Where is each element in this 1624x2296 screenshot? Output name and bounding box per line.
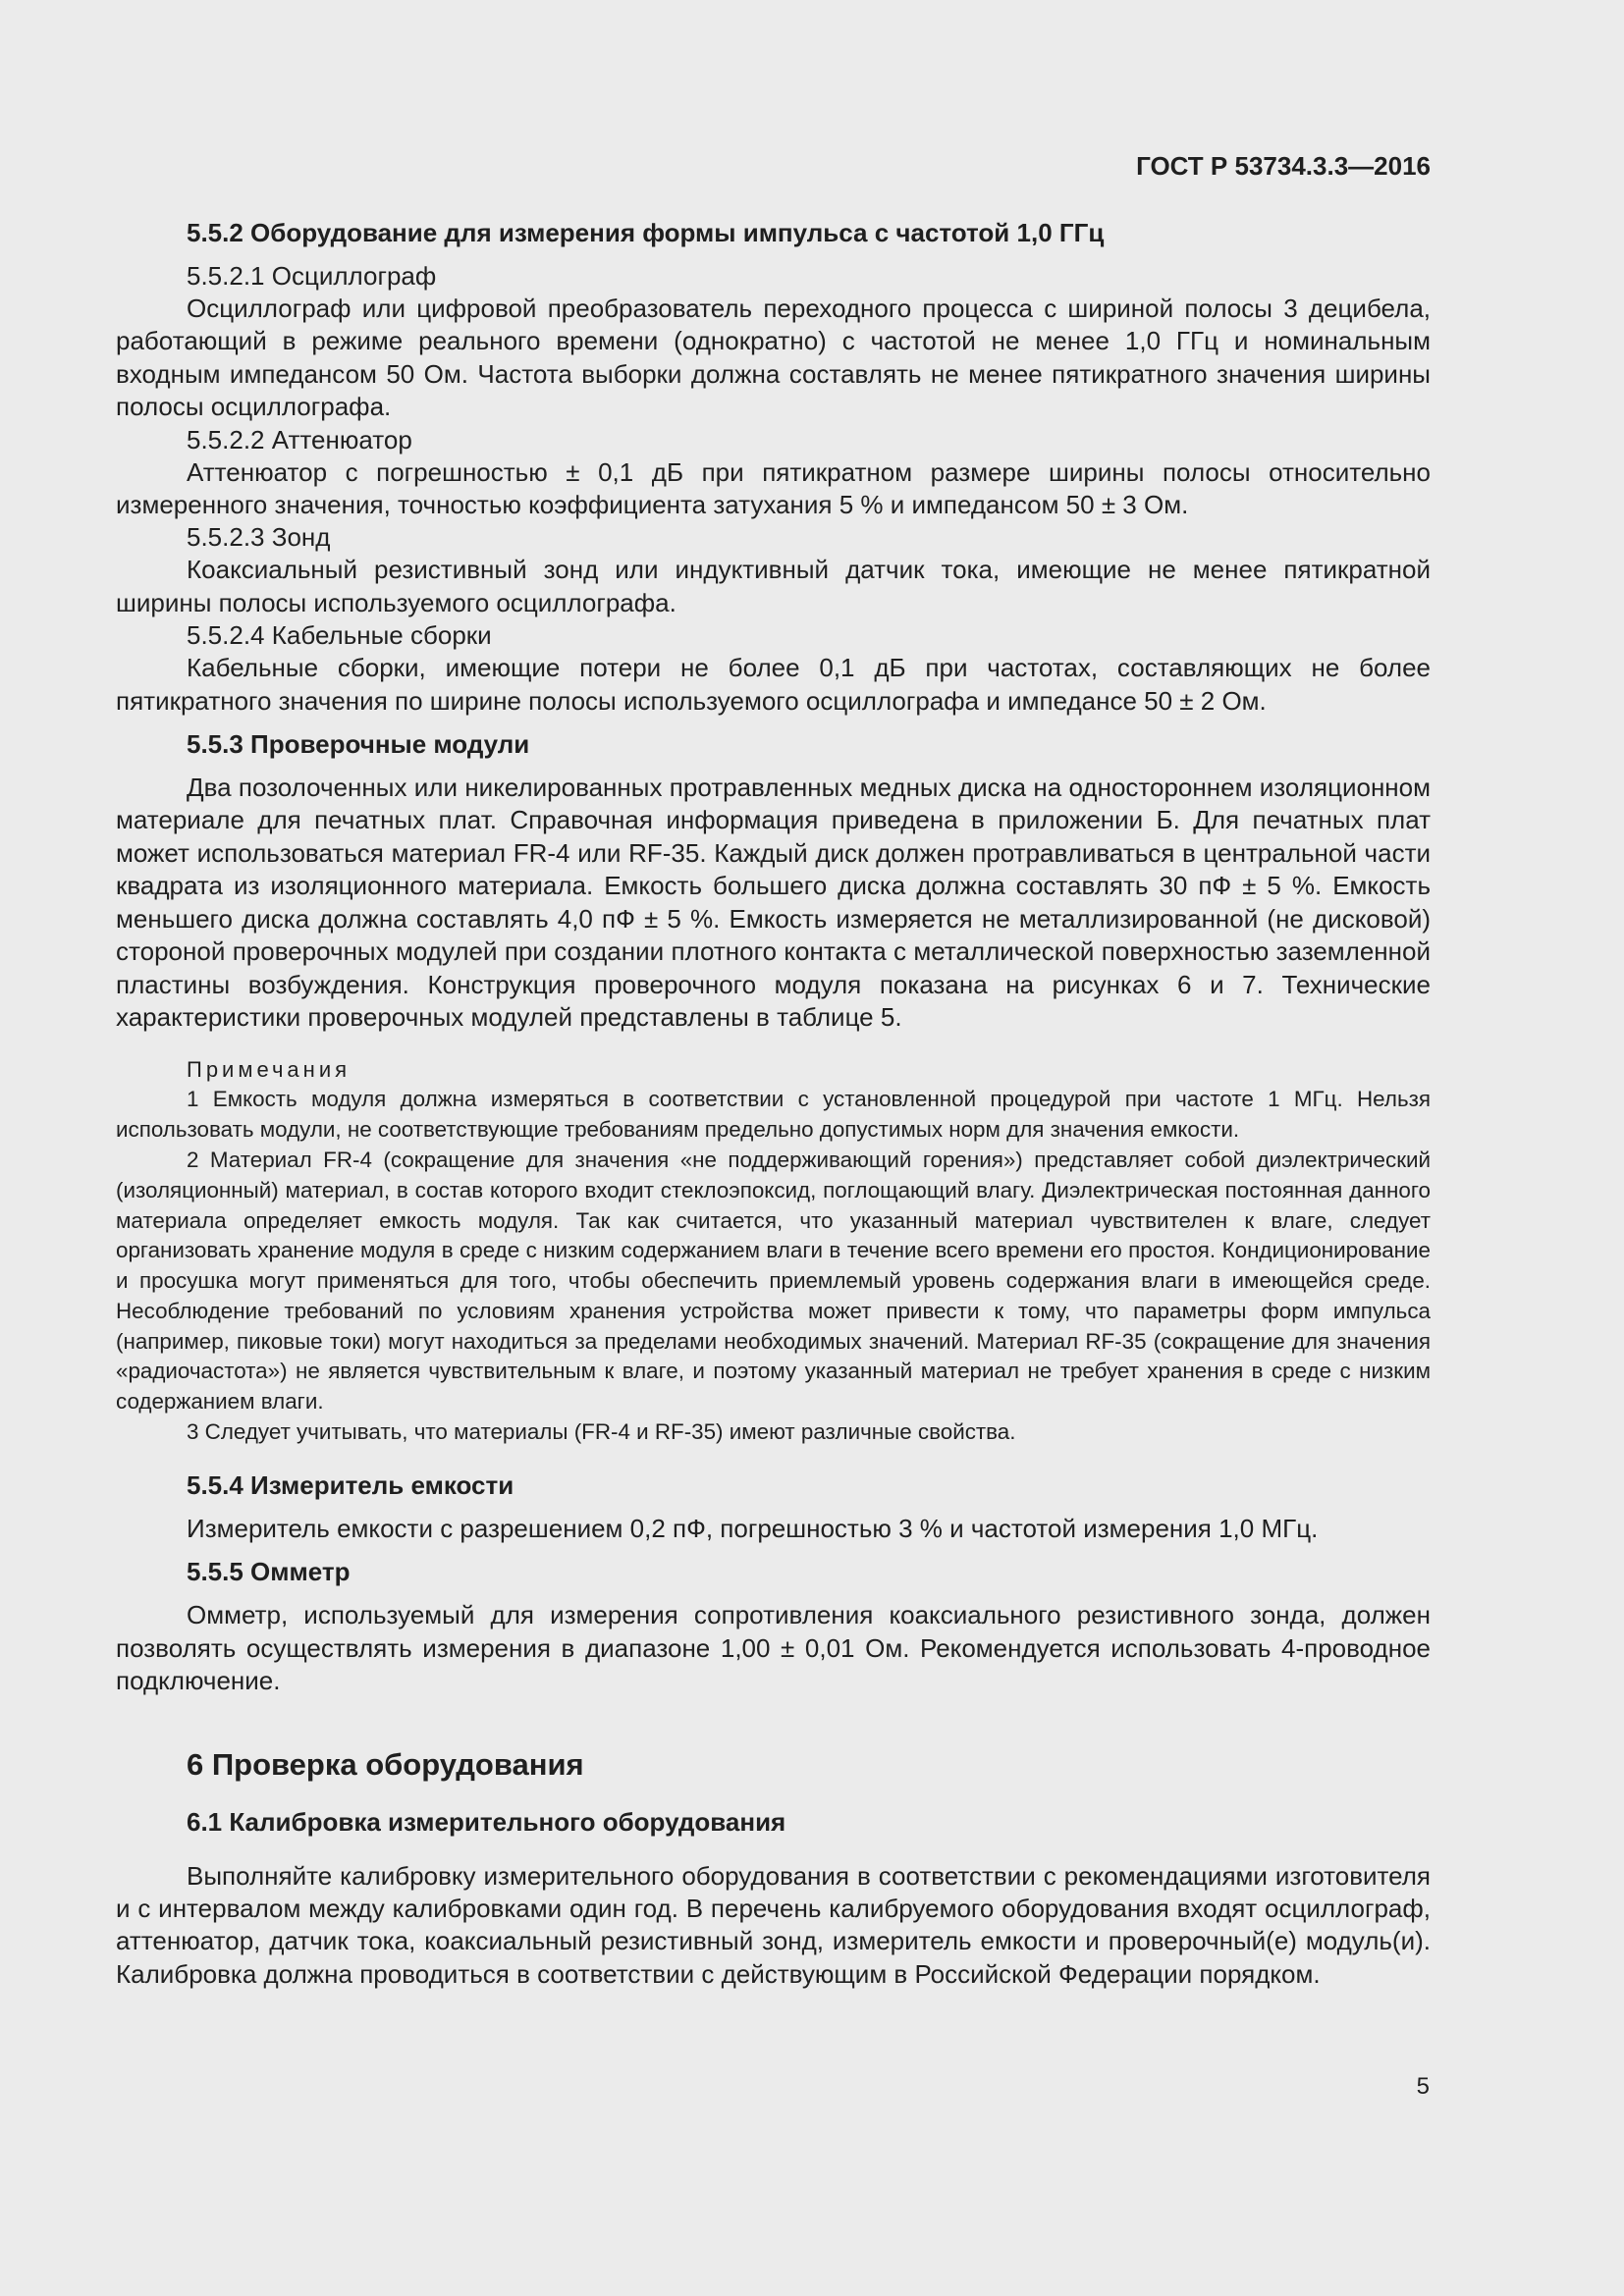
section-6-1-title: 6.1 Калибровка измерительного оборудования xyxy=(187,1806,786,1837)
section-5-5-2-4-text: Кабельные сборки, имеющие потери не более 0,1 дБ при частотах, составляющих не более пятикратного значения по ширине полосы используемого осциллографа и импедансе 50 ± 2 Ом. xyxy=(116,653,1431,716)
section-5-5-2-3-text: Коаксиальный резистивный зонд или индуктивный датчик тока, имеющие не менее пятикратной ширины полосы используемого осциллографа. xyxy=(116,555,1431,617)
section-5-5-3-text: Два позолоченных или никелированных протравленных медных диска на одностороннем изоляционном материале для печатных плат. Справочная информация приведена в приложении Б. Для печатных плат может использоваться материал FR-4 или RF-35. Каждый диск должен протравливаться в центральной части квадрата из изоляционного материала. Емкость большего диска должна составлять 30 пФ ± 5 %. Емкость меньшего диска должна составлять 4,0 пФ ± 5 %. Емкость измеряется не металлизированной (не дисковой) стороной проверочных модулей при создании плотного контакта с металлической поверхностью заземленной пластины возбуждения. Конструкция проверочного модуля показана на рисунках 6 и 7. Технические характеристики проверочных модулей представлены в таблице 5. xyxy=(116,773,1431,1032)
page-number: 5 xyxy=(1416,2073,1430,2100)
notes-title: Примечания xyxy=(187,1057,352,1083)
section-5-5-5-text: Омметр, используемый для измерения сопротивления коаксиального резистивного зонда, должен позволять осуществлять измерения в диапазоне 1,00 ± 0,01 Ом. Рекомендуется использовать 4-проводное подключение. xyxy=(116,1600,1431,1696)
note-2: 2 Материал FR-4 (сокращение для значения «не поддерживающий горения») представляет собой диэлектрический (изоляционный) материал, в состав которого входит стеклоэпоксид, поглощающий влагу. Диэлектрическая постоянная данного материала определяет емкость модуля. Так как считается, что указанный материал чувствителен к влаге, следует организовать хранение модуля в среде с низким содержанием влаги в течение всего времени его простоя. Кондиционирование и просушка могут применяться для того, чтобы обеспечить приемлемый уровень содержания влаги в имеющейся среде. Несоблюдение требований по условиям хранения устройства может привести к тому, что параметры форм импульса (например, пиковые токи) могут находиться за пределами необходимых значений. Материал RF-35 (сокращение для значения «радиочастота») не является чувствительным к влаге, и поэтому указанный материал не требует хранения в среде с низким содержанием влаги. xyxy=(116,1147,1431,1415)
section-5-5-2-4-title: 5.5.2.4 Кабельные сборки xyxy=(187,620,492,651)
section-5-5-2-2-text: Аттенюатор с погрешностью ± 0,1 дБ при пятикратном размере ширины полосы относительно измеренного значения, точностью коэффициента затухания 5 % и импедансом 50 ± 3 Ом. xyxy=(116,456,1431,520)
section-5-5-4-title: 5.5.4 Измеритель емкости xyxy=(187,1469,514,1500)
section-5-5-2-2-title: 5.5.2.2 Аттенюатор xyxy=(187,424,412,454)
section-6-title: 6 Проверка оборудования xyxy=(187,1746,584,1782)
section-5-5-2-1-text: Осциллограф или цифровой преобразователь переходного процесса с шириной полосы 3 децибела, работающий в режиме реального времени (однократно) с частотой не менее 1,0 ГГц и номинальным входным импедансом 50 Ом. Частота выборки должна составлять не менее пятикратного значения ширины полосы осциллографа. xyxy=(116,294,1431,422)
section-5-5-4-text: Измеритель емкости с разрешением 0,2 пФ, погрешностью 3 % и частотой измерения 1,0 МГц. xyxy=(187,1513,1319,1543)
section-5-5-5-title: 5.5.5 Омметр xyxy=(187,1557,351,1587)
note-3: 3 Следует учитывать, что материалы (FR-4 и RF-35) имеют различные свойства. xyxy=(187,1419,1016,1445)
section-5-5-2-3-title: 5.5.2.3 Зонд xyxy=(187,522,331,553)
note-1: 1 Емкость модуля должна измеряться в соответствии с установленной процедурой при частоте 1 МГц. Нельзя использовать модули, не соответствующие требованиям предельно допустимых норм для значения емкости. xyxy=(116,1087,1431,1143)
document-code: ГОСТ Р 53734.3.3—2016 xyxy=(1136,151,1431,181)
section-5-5-2-title: 5.5.2 Оборудование для измерения формы импульса с частотой 1,0 ГГц xyxy=(187,218,1105,247)
section-5-5-3-title: 5.5.3 Проверочные модули xyxy=(187,729,530,760)
section-6-1-text: Выполняйте калибровку измерительного оборудования в соответствии с рекомендациями изготовителя и с интервалом между калибровками один год. В перечень калибруемого оборудования входят осциллограф, аттенюатор, датчик тока, коаксиальный резистивный зонд, измеритель емкости и проверочный(е) модуль(и). Калибровка должна проводиться в соответствии с действующим в Российской Федерации порядком. xyxy=(116,1860,1431,1989)
section-5-5-2-1-title: 5.5.2.1 Осциллограф xyxy=(187,261,437,291)
